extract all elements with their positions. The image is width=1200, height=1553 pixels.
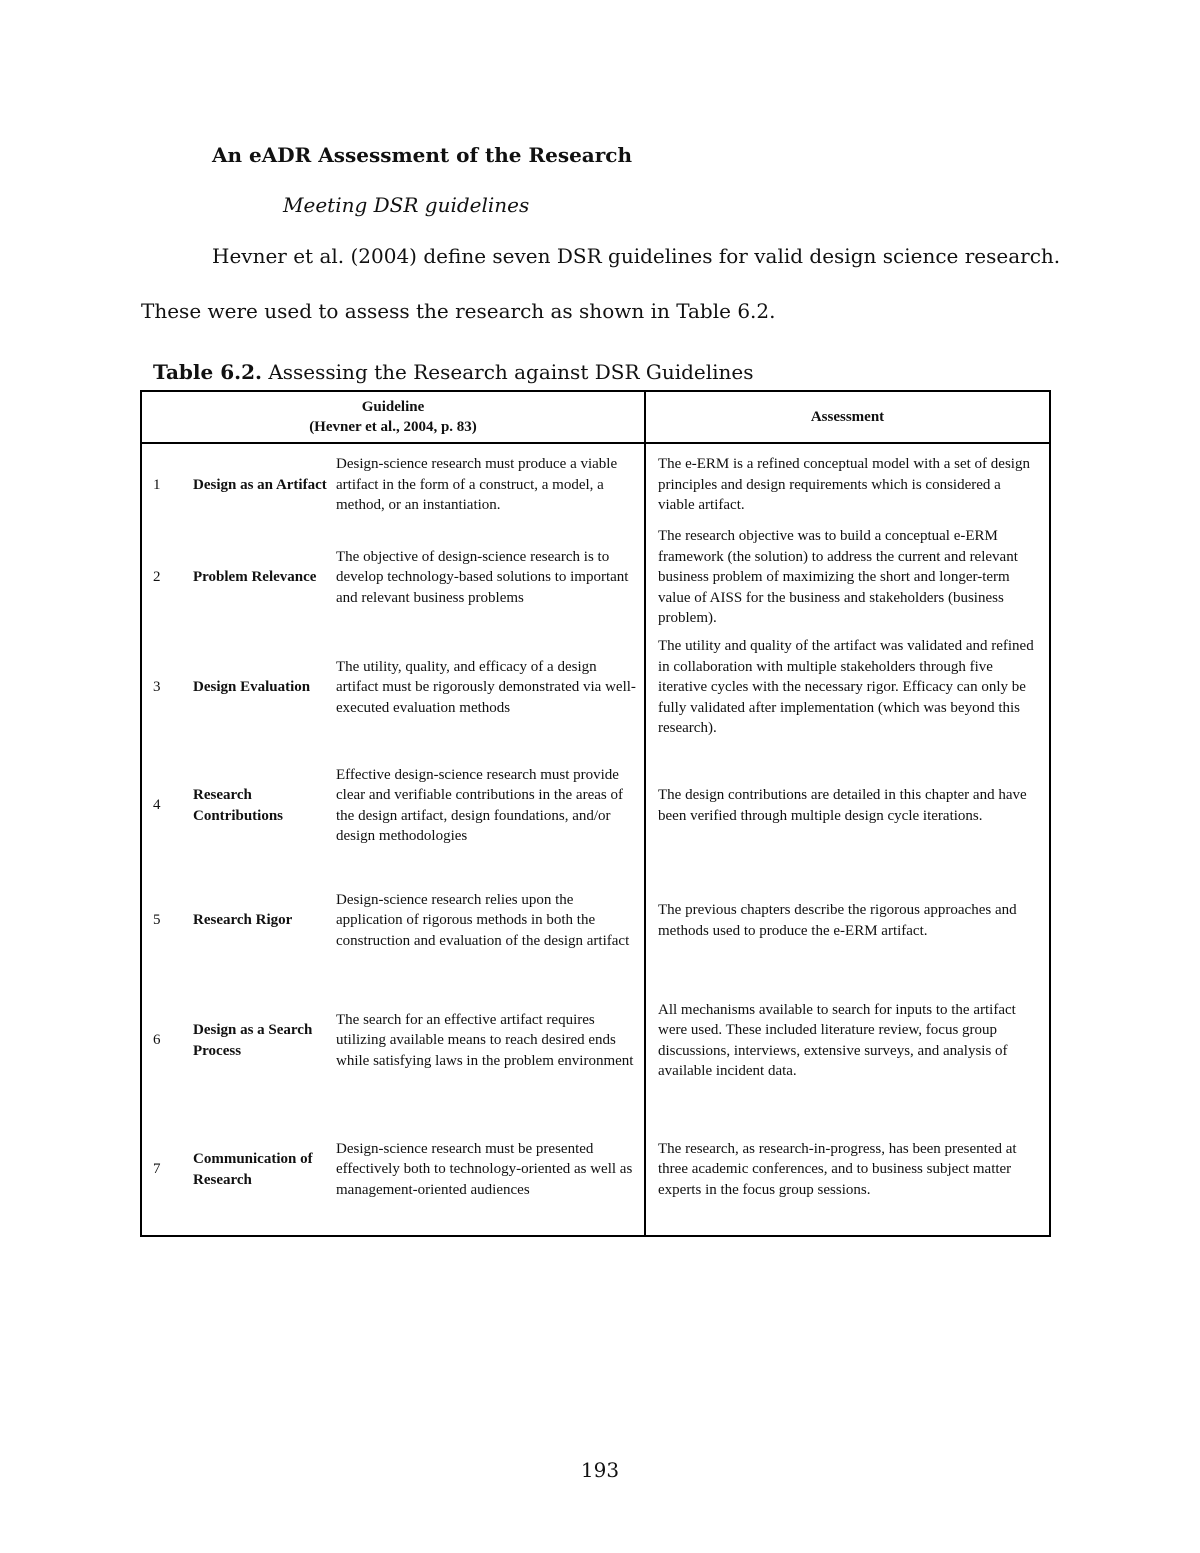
page-number: 193: [580, 1458, 620, 1482]
guideline-description: Design-science research relies upon the application of rigorous methods in both the construction and evaluation of the design artifact: [336, 865, 645, 977]
subsection-heading: Meeting DSR guidelines: [283, 193, 530, 217]
guideline-description: The objective of design-science research is to develop technology-based solutions to important and relevant business problems: [336, 526, 645, 629]
guideline-description: Design-science research must be presented effectively both to technology-oriented as well as management-oriented audiences: [336, 1105, 645, 1236]
guideline-name: Design as an Artifact: [193, 476, 327, 493]
dsr-guidelines-table: [140, 390, 1051, 1237]
table-row: [141, 629, 1050, 747]
guideline-description: Effective design-science research must provide clear and verifiable contributions in the areas of the design artifact, design foundations, and/or design methodologies: [336, 747, 645, 865]
row-number: 3: [153, 679, 161, 696]
table-caption: [153, 360, 754, 384]
assessment-column-header: Assessment: [645, 391, 1050, 443]
guideline-name: Design Evaluation: [193, 679, 311, 696]
row-number: 5: [153, 912, 161, 929]
table-row: [141, 526, 1050, 629]
guideline-column-header: [141, 391, 645, 443]
table-row: [141, 977, 1050, 1105]
row-number: 7: [153, 1161, 161, 1178]
assessment-text: The design contributions are detailed in this chapter and have been verified through multiple design cycle iterations.: [658, 787, 1027, 824]
table-row: [141, 1105, 1050, 1236]
guideline-description: The utility, quality, and efficacy of a design artifact must be rigorously demonstrated via well-executed evaluation methods: [336, 629, 645, 747]
row-number: 2: [153, 569, 161, 585]
guideline-name: Design as a Search Process: [193, 1022, 313, 1059]
row-number: 4: [153, 797, 161, 814]
row-number: 1: [153, 476, 161, 493]
assessment-text: The research objective was to build a conceptual e-ERM framework (the solution) to address the current and relevant business problem of maximizing the short and longer-term value of AISS for the business and stakeholders (business problem).: [658, 528, 1018, 626]
section-heading: An eADR Assessment of the Research: [212, 143, 633, 167]
guideline-description: Design-science research must produce a viable artifact in the form of a construct, a model, a method, or an instantiation.: [336, 443, 645, 526]
table-row: [141, 747, 1050, 865]
row-number: 6: [153, 1032, 161, 1049]
guideline-name: Communication of Research: [193, 1151, 313, 1188]
table-row: [141, 865, 1050, 977]
guideline-header-source: (Hevner et al., 2004, p. 83): [309, 419, 477, 435]
guideline-header-label: Guideline: [361, 398, 425, 415]
body-paragraph-1: Hevner et al. (2004) define seven DSR guidelines for valid design science research.: [212, 244, 1061, 268]
assessment-text: The research, as research-in-progress, has been presented at three academic conferences, and to business subject matter experts in the focus group sessions.: [658, 1140, 1017, 1198]
assessment-text: The e-ERM is a refined conceptual model with a set of design principles and design requirements which is considered a viable artifact.: [658, 456, 1030, 514]
assessment-text: The previous chapters describe the rigorous approaches and methods used to produce the e-ERM artifact.: [658, 902, 1017, 939]
guideline-name: Research Rigor: [193, 912, 293, 929]
assessment-text: All mechanisms available to search for inputs to the artifact were used. These included literature review, focus group discussions, interviews, extensive surveys, and analysis of available incident data.: [658, 1001, 1016, 1079]
table-caption-text: Assessing the Research against DSR Guidelines: [261, 360, 754, 384]
guideline-name: Research Contributions: [193, 787, 284, 824]
table-caption-label: Table 6.2.: [153, 360, 262, 384]
table-row: [141, 443, 1050, 526]
body-paragraph-2: These were used to assess the research as shown in Table 6.2.: [141, 299, 776, 323]
guideline-name: Problem Relevance: [193, 569, 317, 585]
guideline-description: The search for an effective artifact requires utilizing available means to reach desired ends while satisfying laws in the problem environment: [336, 977, 645, 1105]
table-header-row: [141, 391, 1050, 443]
assessment-text: The utility and quality of the artifact was validated and refined in collaboration with multiple stakeholders through five iterative cycles with the necessary rigor. Efficacy can only be fully validated after implementation (which was beyond this research).: [658, 638, 1034, 737]
